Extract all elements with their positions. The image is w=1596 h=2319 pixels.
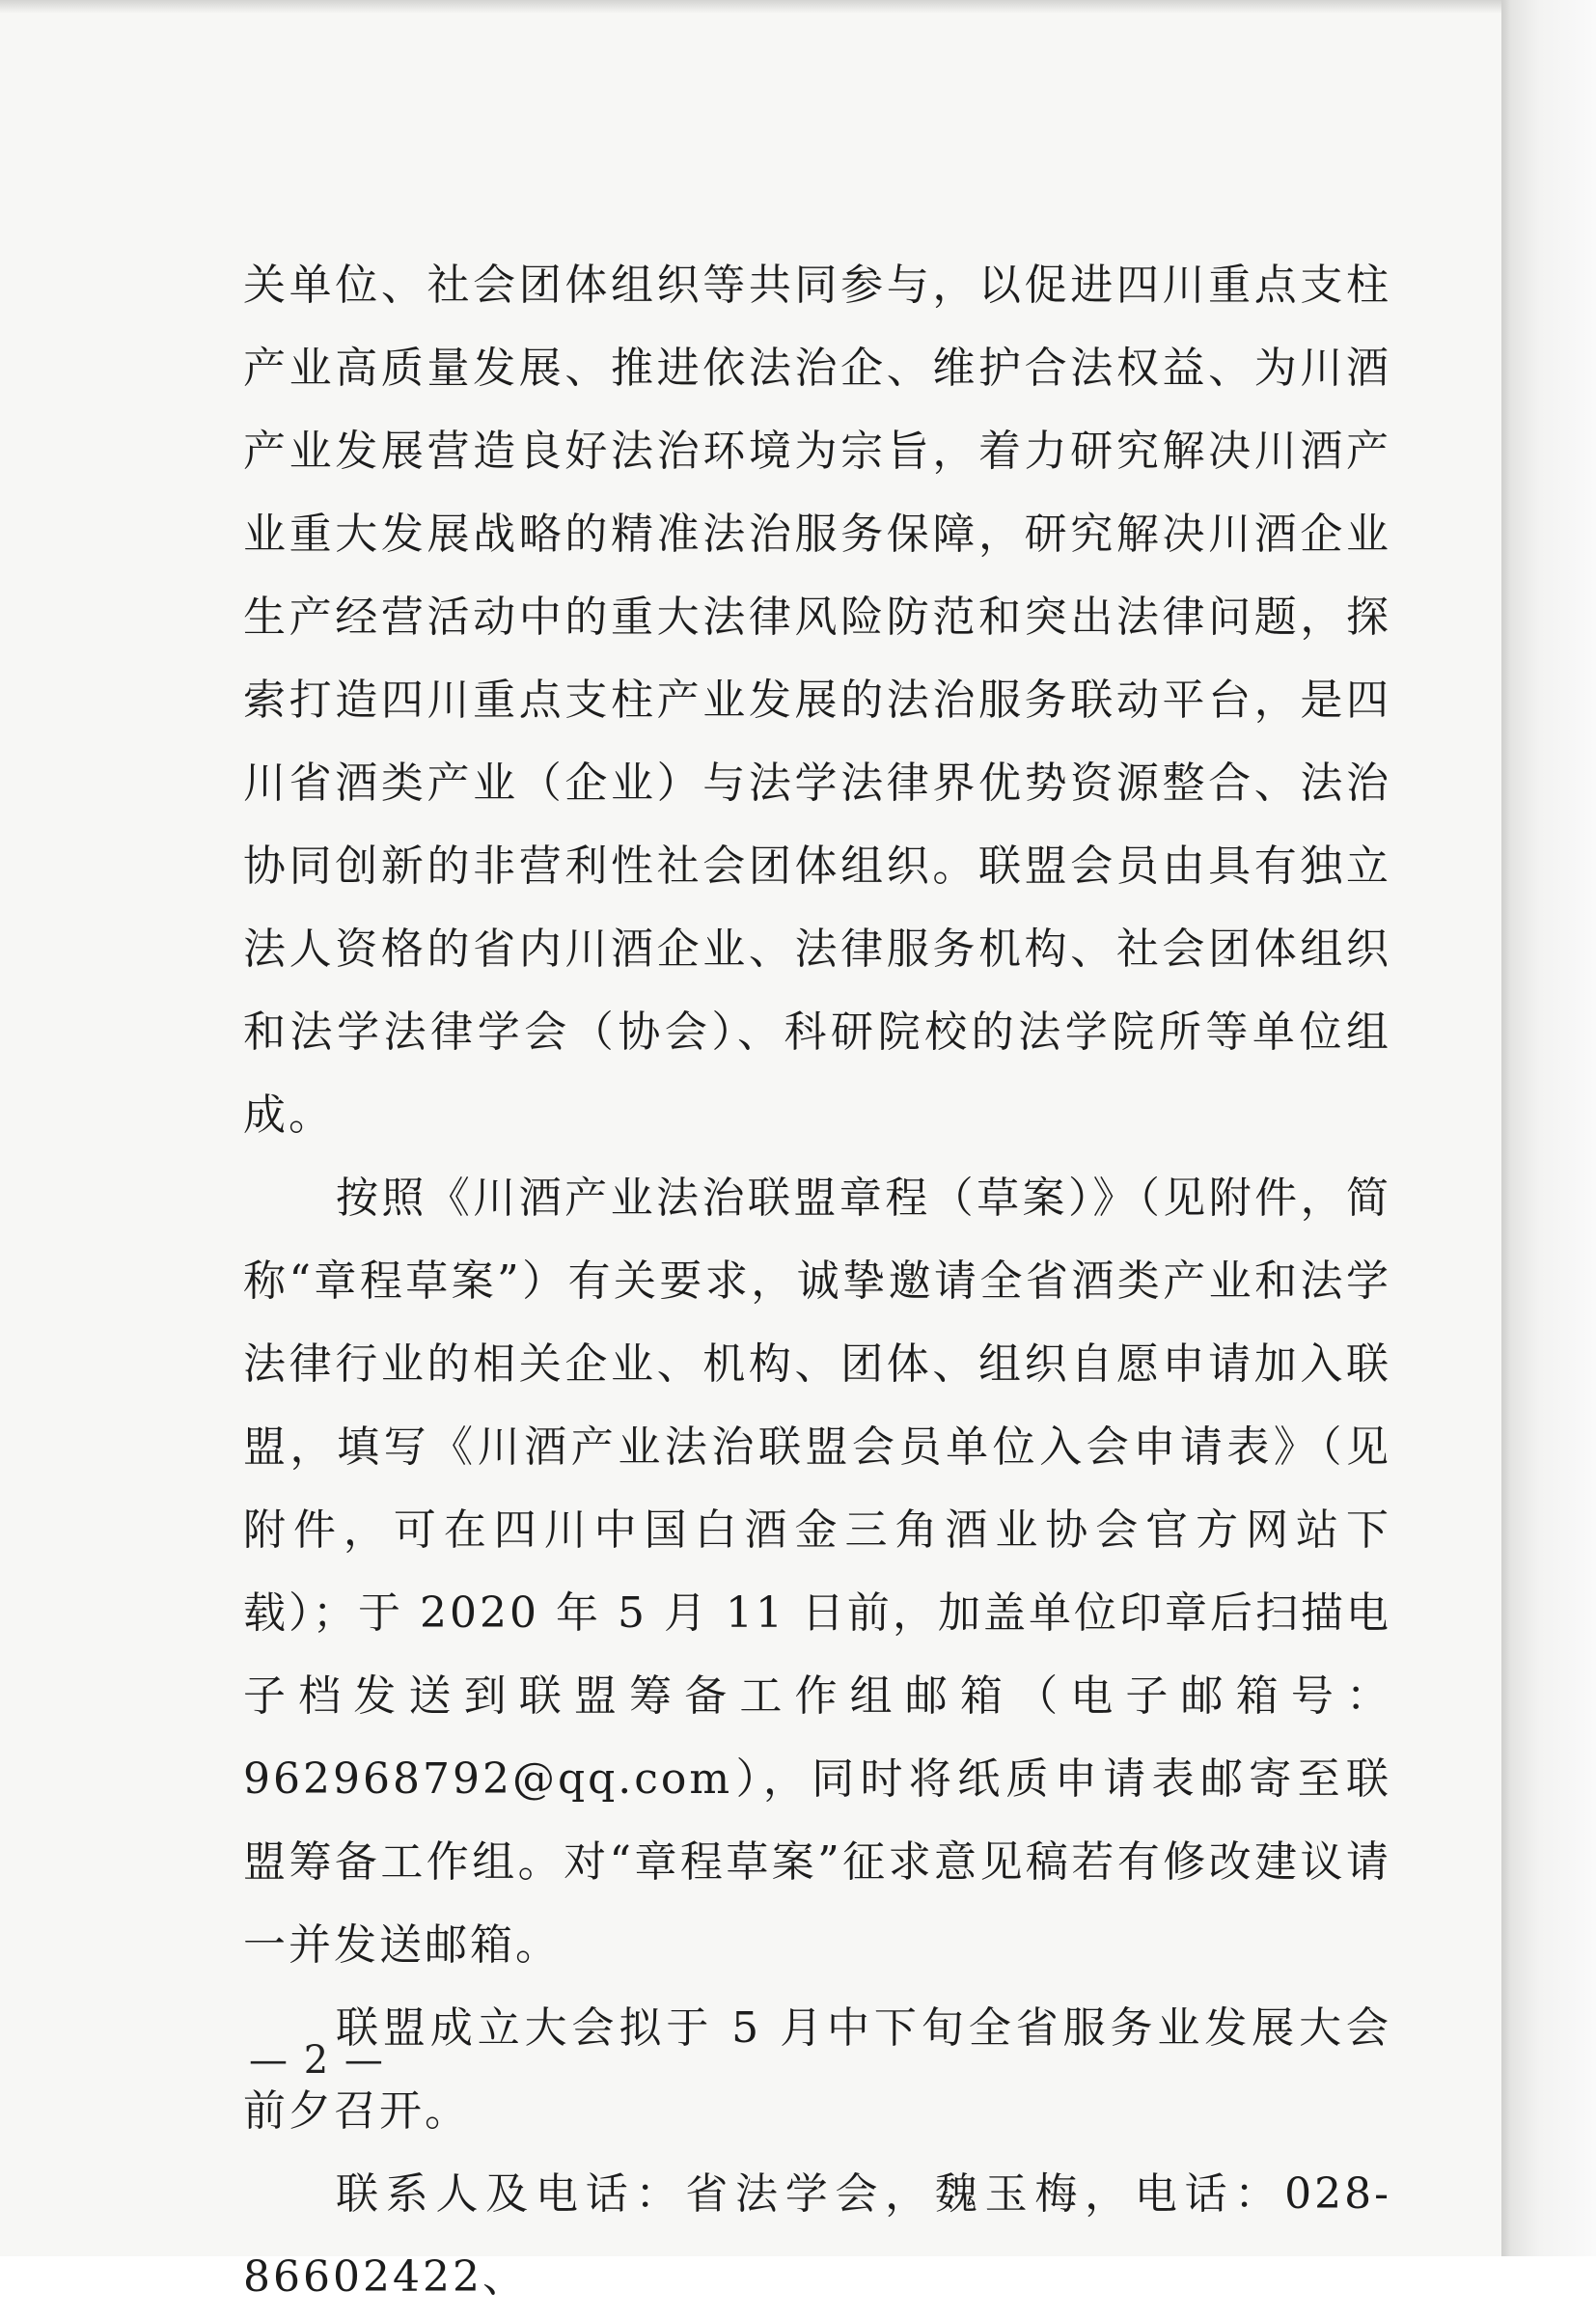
page-edge-shadow [1501,0,1596,2256]
page-top-shadow [0,0,1505,14]
paragraph-2: 按照《川酒产业法治联盟章程（草案）》（见附件，简称“章程草案”）有关要求，诚挚邀请全省酒类产业和法学法律行业的相关企业、机构、团体、组织自愿申请加入联盟，填写《川酒产业法治联盟会员单位入会申请表》（见附件，可在四川中国白酒金三角酒业协会官方网站下载）；于 2020 年 5 月 11 日前，加盖单位印章后扫描电子档发送到联盟筹备工作组邮箱（电子邮箱号：962968792@qq.com），同时将纸质申请表邮寄至联盟筹备工作组。对“章程草案”征求意见稿若有修改建议请一并发送邮箱。 [243,1173,1391,1970]
paragraph-4: 联系人及电话：省法学会，魏玉梅，电话：028-86602422、 [243,2169,1391,2302]
paragraph-1: 关单位、社会团体组织等共同参与，以促进四川重点支柱产业高质量发展、推进依法治企、维护合法权益、为川酒产业发展营造良好法治环境为宗旨，着力研究解决川酒产业重大发展战略的精准法治服务保障，研究解决川酒企业生产经营活动中的重大法律风险防范和突出法律问题，探索打造四川重点支柱产业发展的法治服务联动平台，是四川省酒类产业（企业）与法学法律界优势资源整合、法治协同创新的非营利性社会团体组织。联盟会员由具有独立法人资格的省内川酒企业、法律服务机构、社会团体组织和法学法律学会（协会）、科研院校的法学院所等单位组成。 [243,261,1391,1140]
document-body [243,244,1391,2319]
page-number: — 2 — [249,2038,385,2083]
paragraph-3: 联盟成立大会拟于 5 月中下旬全省服务业发展大会前夕召开。 [243,2003,1391,2136]
